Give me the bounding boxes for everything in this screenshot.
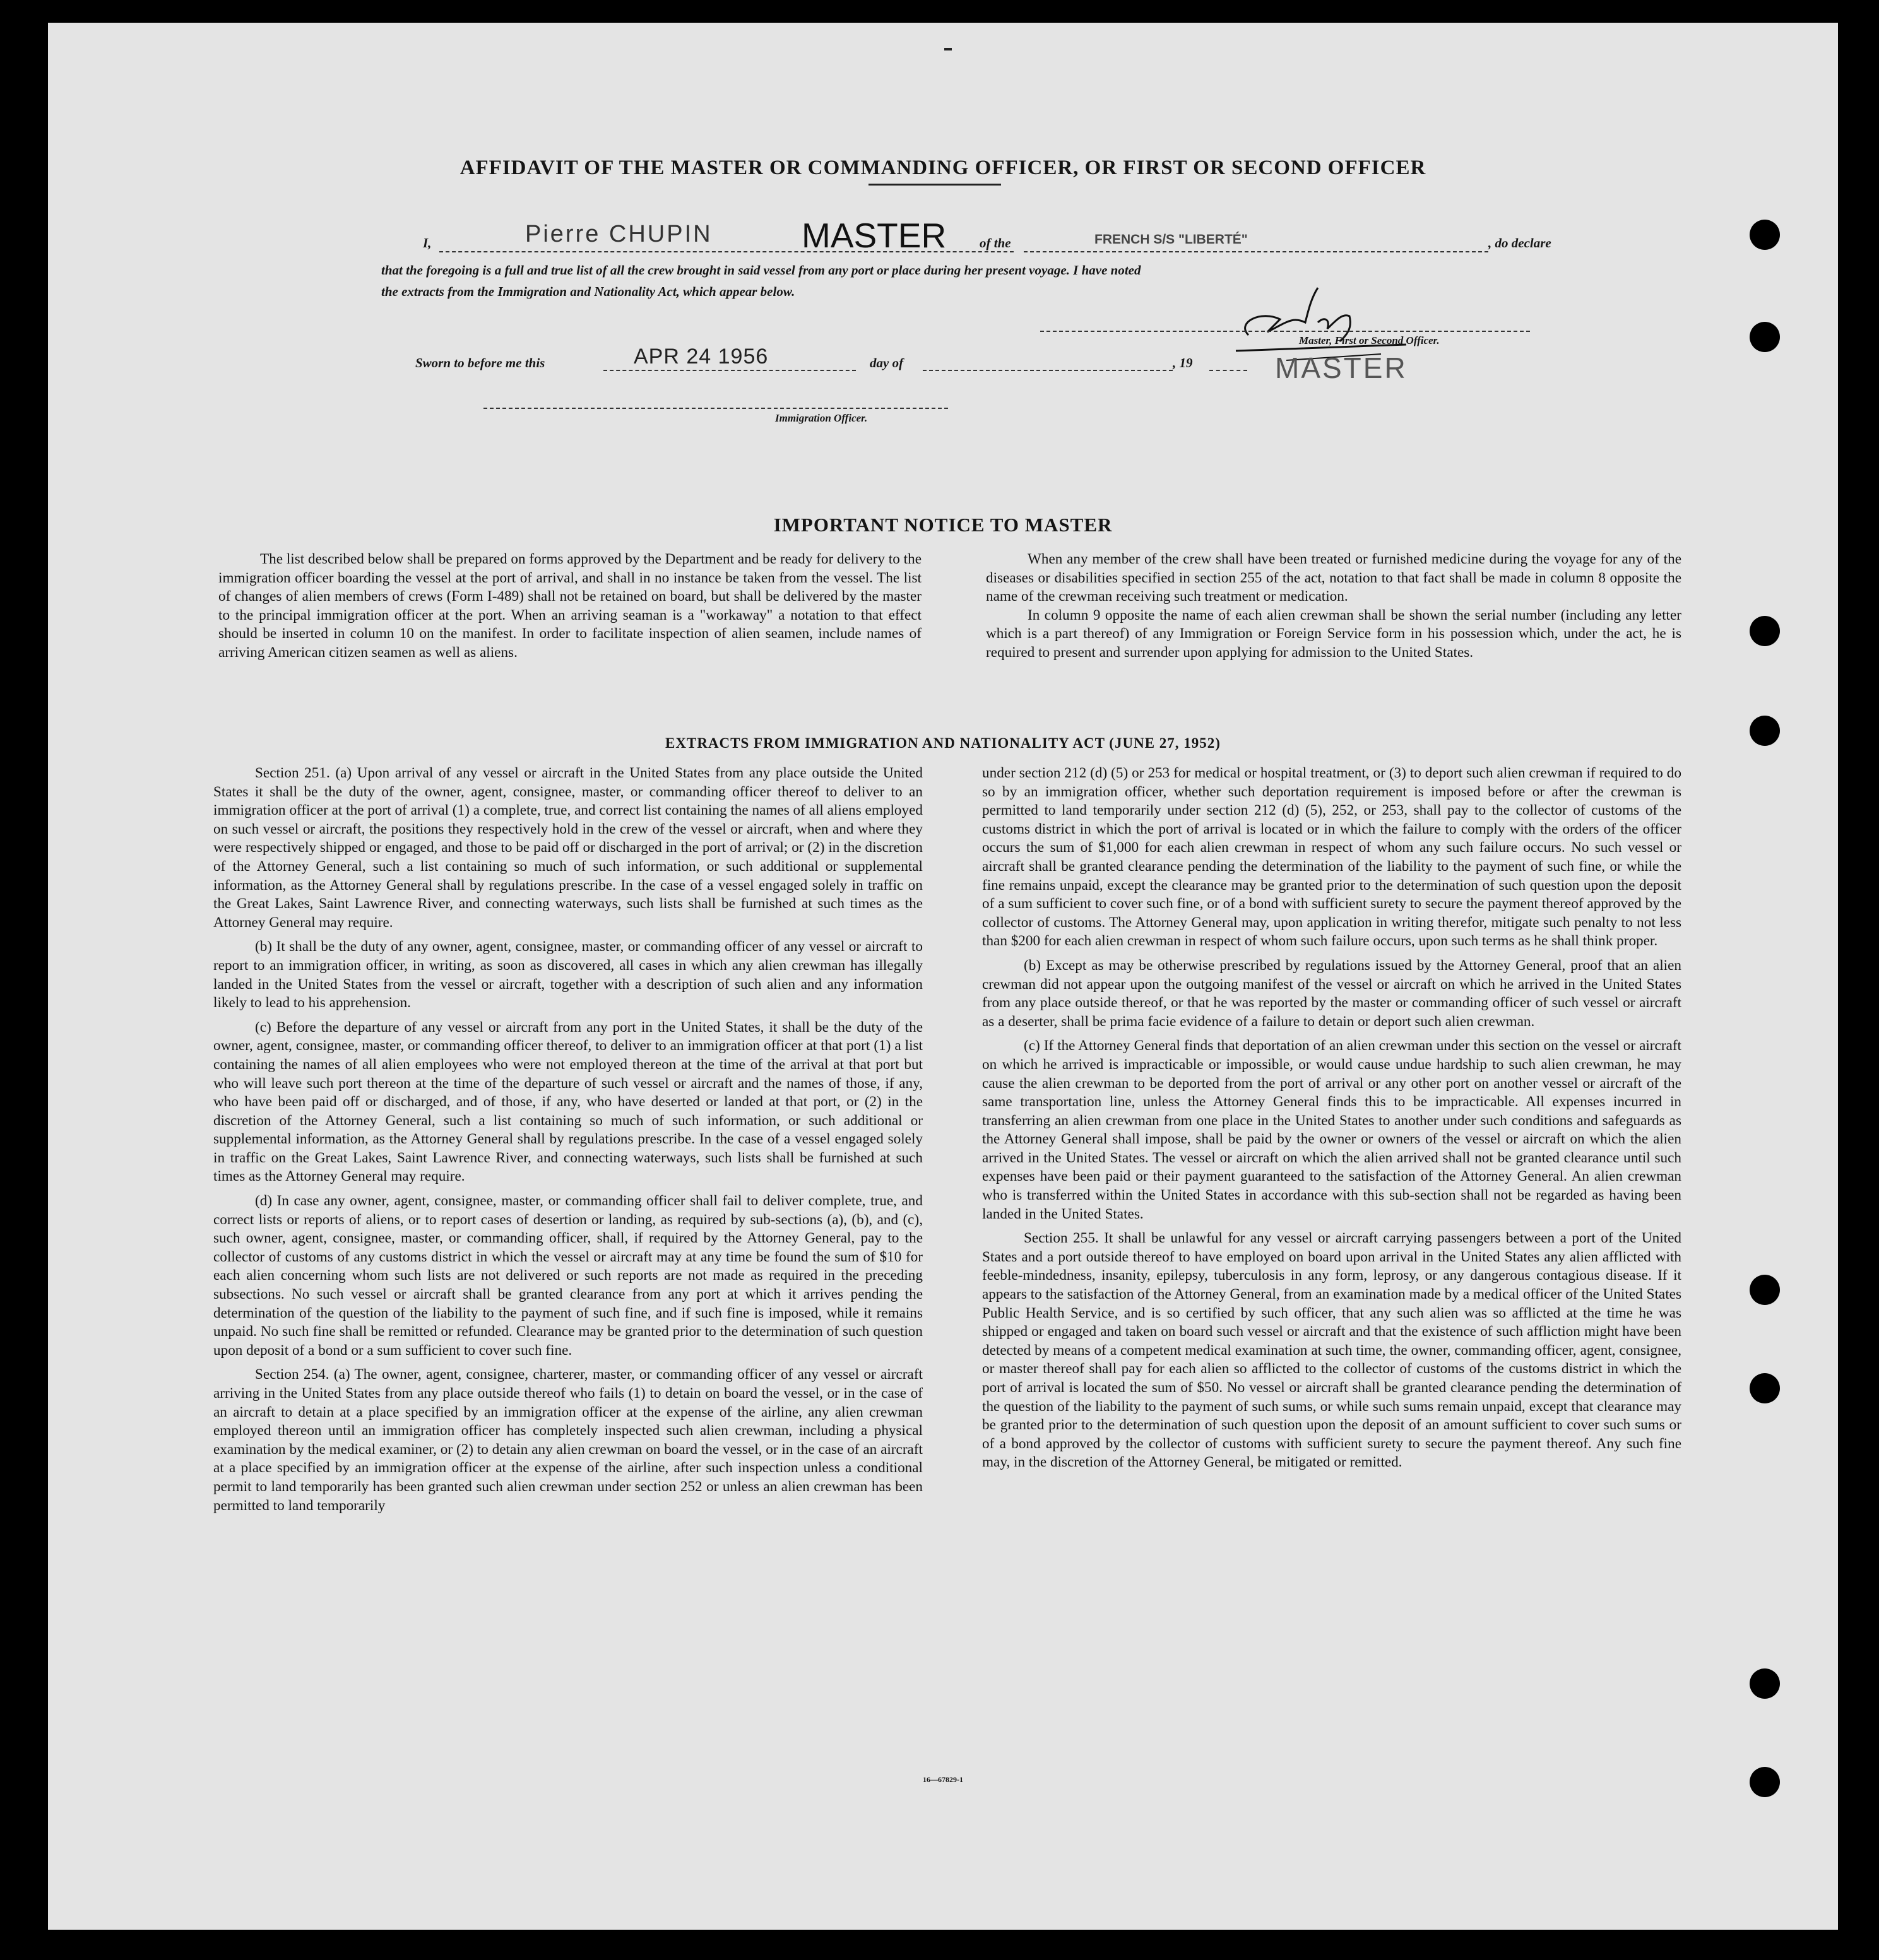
extracts-title: EXTRACTS FROM IMMIGRATION AND NATIONALITY ACT (JUNE 27, 1952)	[665, 735, 1221, 751]
day-of-label: day of	[870, 355, 904, 370]
notice-right-column	[986, 550, 1681, 663]
punch-hole	[1750, 220, 1780, 250]
title-rule	[868, 184, 1001, 186]
notice-left-text: The list described below shall be prepared on forms approved by the Department and be ready for delivery to the immigration officer boarding the vessel at the port of arrival, and shall in no instance be taken from the vessel. The list of changes of alien members of crews (Form I-489) shall not be retained on board, but shall be delivered by the master to the principal immigration officer at the port. When an arriving seaman is a "workaway" a notation to that effect should be inserted in column 10 on the manifest. In order to facilitate inspection of alien seamen, include names of arriving American citizen seamen as well as aliens.	[218, 551, 922, 661]
officer-caption: Immigration Officer.	[775, 412, 868, 424]
section-254-a: Section 254. (a) The owner, agent, consignee, charterer, master, or commanding officer of any vessel or aircraft arriving in the United States from any place outside thereof who fails (1) to detain on board the vessel, or in the case of an aircraft to detain at a place specified by an immigration officer at the expense of the airline, any alien crewman employed thereon until an immigration officer has completely inspected such alien crewman, including a physical examination by the medical examiner, or (2) to detain any alien crewman on board the vessel, or in the case of an aircraft at a place specified by an immigration officer at the expense of the airline, after such inspection unless a conditional permit to land temporarily has been granted such alien crewman under section 252 or unless an alien crewman has been permitted to land temporarily	[213, 1366, 923, 1514]
notice-left-column	[218, 550, 922, 663]
notice-right-text-1: When any member of the crew shall have been treated or furnished medicine during the voyage for any of the diseases or disabilities specified in section 255 of the act, notation to that fact shall be made in column 8 opposite the name of the crewman receiving such treatment or medication.	[986, 551, 1681, 605]
section-251-c: (c) Before the departure of any vessel or aircraft from any port in the United States, it shall be the duty of the owner, agent, consignee, master, or commanding officer thereof, to deliver to an immigration officer at that port (1) a list containing the names of all alien employees who were not employed thereon at the time of the arrival at that port but who will leave such port thereon at the time of the departure of such vessel or aircraft and the names of those, if any, who have been paid off or discharged, and of those, if any, who have deserted or landed at that port, or (2) in the discretion of the Attorney General, such a list containing so much of such information, or such additional or supplemental information, as the Attorney General shall by regulations prescribe. In the case of a vessel engaged solely in traffic on the Great Lakes, Saint Lawrence River, and connecting waterways, such lists shall be furnished at such times as the Attorney General may require.	[213, 1018, 923, 1185]
signature-caption: Master, First or Second Officer.	[1299, 334, 1440, 346]
section-255: Section 255. It shall be unlawful for any vessel or aircraft carrying passengers between a port of the United States and a port outside thereof to have employed on board upon arrival in the United States any alien afflicted with feeble-mindedness, insanity, epilepsy, tuberculosis in any form, leprosy, or any dangerous contagious disease. If it appears to the satisfaction of the Attorney General, from an examination made by a medical officer of the United States Public Health Service, and is so certified by such officer, that any such alien was so afflicted at the time he was shipped or engaged and taken on board such vessel or aircraft and that the existence of such affliction might have been detected by means of a competent medical examination at such time, the owner, commanding officer, agent, consignee, or master thereof shall pay for each alien so afflicted to the collector of customs of the customs district in which the port of arrival is located the sum of $50. No vessel or aircraft shall be granted clearance pending the determination of the question of the liability to the payment of such sums, or while such sums remain unpaid, except that clearance may be granted prior to the determination of such question upon the deposit of an amount sufficient to cover such sums or of a bond approved by the collector of customs with sufficient surety to secure the payment thereof. Any such fine may, in the discretion of the Attorney General, be mitigated or remitted.	[982, 1230, 1681, 1471]
top-center-mark	[944, 48, 952, 50]
punch-hole	[1750, 1668, 1780, 1699]
form-number: 16—67829-1	[923, 1775, 963, 1784]
do-declare-label: , do declare	[1488, 235, 1551, 251]
punch-hole	[1750, 716, 1780, 746]
affidavit-title: AFFIDAVIT OF THE MASTER OR COMMANDING OFFICER, OR FIRST OR SECOND OFFICER	[459, 156, 1426, 179]
i-label: I,	[423, 235, 432, 251]
officer-line	[483, 408, 948, 409]
signature-master-stamp: MASTER	[1275, 351, 1408, 384]
vessel-stamp: FRENCH S/S "LIBERTÉ"	[1094, 232, 1248, 247]
vessel-line	[1024, 251, 1488, 252]
section-251-d: (d) In case any owner, agent, consignee, master, or commanding officer shall fail to deliver complete, true, and correct lists or reports of aliens, or to report cases of desertion or landing, as required by sub-sections (a), (b), and (c), such owner, agent, consignee, master, or commanding officer, shall, if required by the Attorney General, pay to the collector of customs of any customs district in which the vessel or aircraft may at any time be found the sum of $10 for each alien concerning whom such lists are not delivered or such reports are not made as required in the preceding subsections. No such vessel or aircraft shall be granted clearance from any port at which it arrives pending the determination of the question of the liability to the payment of such fine, and if such fine is imposed, while it remains unpaid. No such fine shall be remitted or refunded. Clearance may be granted prior to the determination of such question upon deposit of a bond or a sum sufficient to cover such fine.	[213, 1193, 923, 1359]
notice-right-text-2: In column 9 opposite the name of each alien crewman shall be shown the serial number (including any letter which is a part thereof) of any Immigration or Foreign Service form in his possession which, under the act, he is required to present and surrender upon applying for admission to the United States.	[986, 606, 1681, 661]
section-254-c: (c) If the Attorney General finds that deportation of an alien crewman under this section on the vessel or aircraft on which he arrived is impracticable or impossible, or would cause undue hardship to such alien crewman, he may cause the alien crewman to be deported from the port of arrival or any other port on another vessel or aircraft of the same transportation line, unless the Attorney General finds this to be impracticable. All expenses incurred in transferring an alien crewman from one place in the United States to another under such conditions and safeguards as the Attorney General shall impose, shall be paid by the owner or owners of the vessel or aircraft on which the alien arrived in the United States. The vessel or aircraft on which the alien arrived shall not be granted clearance until such expenses have been paid or their payment guaranteed to the satisfaction of the Attorney General. An alien crewman who is transferred within the United States in accordance with this sub-section shall not be regarded as having been landed in the United States.	[982, 1037, 1681, 1222]
extracts-left-column	[213, 764, 923, 1515]
signature-line	[1040, 331, 1530, 332]
punch-hole	[1750, 616, 1780, 646]
crew-master-name: Pierre CHUPIN	[525, 221, 713, 247]
sworn-date-line	[603, 370, 856, 371]
sworn-label: Sworn to before me this	[415, 355, 545, 370]
punch-hole	[1750, 1767, 1780, 1797]
sworn-date-stamp: APR 24 1956	[634, 345, 769, 369]
section-251-a: Section 251. (a) Upon arrival of any vessel or aircraft in the United States from any place outside the United States it shall be the duty of the owner, agent, consignee, master, or commanding officer thereof to deliver to an immigration officer at the port of arrival (1) a complete, true, and correct list containing the names of all aliens employed on such vessel or aircraft, the positions they respectively hold in the crew of the vessel or aircraft, when and where they were respectively shipped or engaged, and those to be paid off or discharged in the port of arrival; or (2) in the discretion of the Attorney General, such a list containing so much of such information, or such additional or supplemental information, as the Attorney General shall by regulations prescribe. In the case of a vessel engaged solely in traffic on the Great Lakes, Saint Lawrence River, and connecting waterways, such lists shall be furnished at such times as the Attorney General may require.	[213, 765, 923, 931]
punch-hole	[1750, 322, 1780, 352]
master-stamp: MASTER	[802, 216, 947, 255]
punch-hole	[1750, 1275, 1780, 1305]
year-label: , 19	[1173, 355, 1193, 370]
punch-hole	[1750, 1373, 1780, 1403]
section-251-b: (b) It shall be the duty of any owner, agent, consignee, master, or commanding officer of any vessel or aircraft to report to an immigration officer, in writing, as soon as discovered, all cases in which any alien crewman has illegally landed in the United States from the vessel or aircraft, together with a description of such alien and any information likely to lead to his apprehension.	[213, 938, 923, 1012]
declaration-line-1: that the foregoing is a full and true list of all the crew brought in said vessel from any port or place during her present voyage. I have noted	[381, 263, 1141, 278]
section-254-a-continued: under section 212 (d) (5) or 253 for medical or hospital treatment, or (3) to deport such alien crewman if required to do so by an immigration officer, whether such deportation requirement is imposed before or after the crewman is permitted to land temporarily under section 212 (d) (5), 252, or 253, shall pay to the collector of customs of the customs district in which the port of arrival is located or in which the failure to comply with the orders of the officer occurs the sum of $1,000 for each alien crewman in respect of whom any such failure occurs. No such vessel or aircraft shall be granted clearance pending the determination of the liability to the payment of such fine, or while the fine remains unpaid, except the clearance may be granted prior to the determination of such question upon the deposit of a sum sufficient to cover such fine, or of a bond with sufficient surety to secure the payment thereof approved by the collector of customs. The Attorney General may, upon application in writing therefor, mitigate such penalty to not less than $200 for each alien crewman in respect of whom such failure occurs, upon such terms as he shall think proper.	[982, 765, 1681, 950]
extracts-right-column	[982, 764, 1681, 1472]
notice-title: IMPORTANT NOTICE TO MASTER	[773, 514, 1113, 536]
year-line	[1209, 370, 1247, 371]
day-line	[923, 370, 1173, 371]
document-page	[48, 23, 1838, 1930]
of-the-label: of the	[980, 235, 1011, 251]
section-254-b: (b) Except as may be otherwise prescribed by regulations issued by the Attorney General, proof that an alien crewman did not appear upon the outgoing manifest of the vessel or aircraft on which he arrived in the United States from any place outside thereof, or that he was reported by the master or commanding officer of such vessel or aircraft as a deserter, shall be prima facie evidence of a failure to detain or deport such alien crewman.	[982, 957, 1681, 1030]
declaration-line-2: the extracts from the Immigration and Nationality Act, which appear below.	[381, 284, 795, 299]
